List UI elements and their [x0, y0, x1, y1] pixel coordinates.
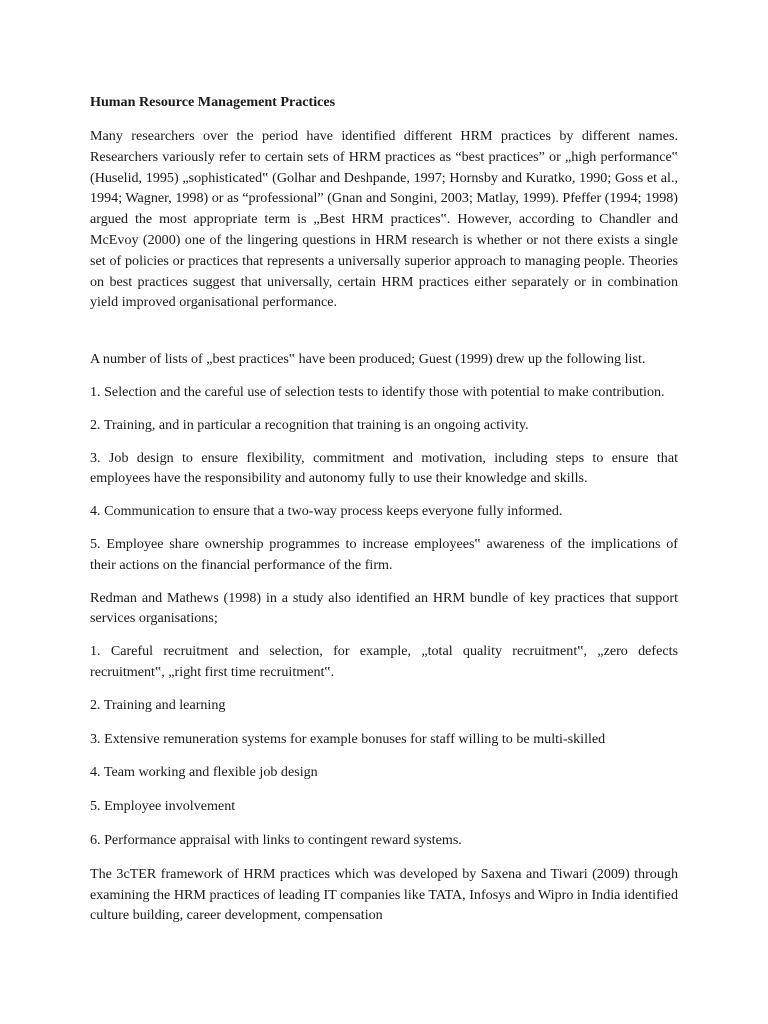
- redman-list-item: 6. Performance appraisal with links to contingent reward systems.: [90, 831, 462, 848]
- guest-lead-paragraph: A number of lists of „best practices‟ have been produced; Guest (1999) drew up the following list.: [90, 351, 646, 368]
- redman-list-item: 4. Team working and flexible job design: [90, 764, 318, 781]
- redman-list-item: 3. Extensive remuneration systems for example bonuses for staff willing to be multi-skilled: [90, 730, 606, 747]
- guest-list-item: 5. Employee share ownership programmes to increase employees‟ awareness of the implications of their actions on the financial performance of the firm.: [90, 535, 678, 573]
- closing-paragraph: The 3cTER framework of HRM practices which was developed by Saxena and Tiwari (2009) through examining the HRM practices of leading IT companies like TATA, Infosys and Wipro in India identified culture building, career development, compensation: [90, 865, 678, 924]
- guest-list-item: 2. Training, and in particular a recognition that training is an ongoing activity.: [90, 416, 529, 433]
- redman-lead-paragraph: Redman and Mathews (1998) in a study also identified an HRM bundle of key practices that support services organisations;: [90, 589, 678, 627]
- section-heading: Human Resource Management Practices: [90, 94, 336, 110]
- guest-list-item: 1. Selection and the careful use of selection tests to identify those with potential to make contribution.: [90, 383, 665, 400]
- redman-list-item: 2. Training and learning: [90, 696, 226, 713]
- intro-paragraph: Many researchers over the period have identified different HRM practices by different names. Researchers variously refer to certain sets of HRM practices as “best practices” or „high performance‟ (Huselid, 1995) „sophisticated‟ (Golhar and Deshpande, 1997; Hornsby and Kuratko, 1990; Goss et al., 1994; Wagner, 1998) or as “professional” (Gnan and Songini, 2003; Matlay, 1999). Pfeffer (1994; 1998) argued the most appropriate term is „Best HRM practices‟. However, according to Chandler and McEvoy (2000) one of the lingering questions in HRM research is whether or not there exists a single set of policies or practices that represents a universally superior approach to managing people. Theories on best practices suggest that universally, certain HRM practices either separately or in combination yield improved organisational performance.: [90, 128, 678, 311]
- redman-list-item: 5. Employee involvement: [90, 798, 236, 815]
- guest-list-item: 4. Communication to ensure that a two-way process keeps everyone fully informed.: [90, 503, 563, 520]
- guest-list-item: 3. Job design to ensure flexibility, commitment and motivation, including steps to ensure that employees have the responsibility and autonomy fully to use their knowledge and skills.: [90, 449, 678, 487]
- redman-list-item: 1. Careful recruitment and selection, for example, „total quality recruitment‟, „zero defects recruitment‟, „right first time recruitment‟.: [90, 643, 678, 680]
- document-page: [90, 92, 678, 926]
